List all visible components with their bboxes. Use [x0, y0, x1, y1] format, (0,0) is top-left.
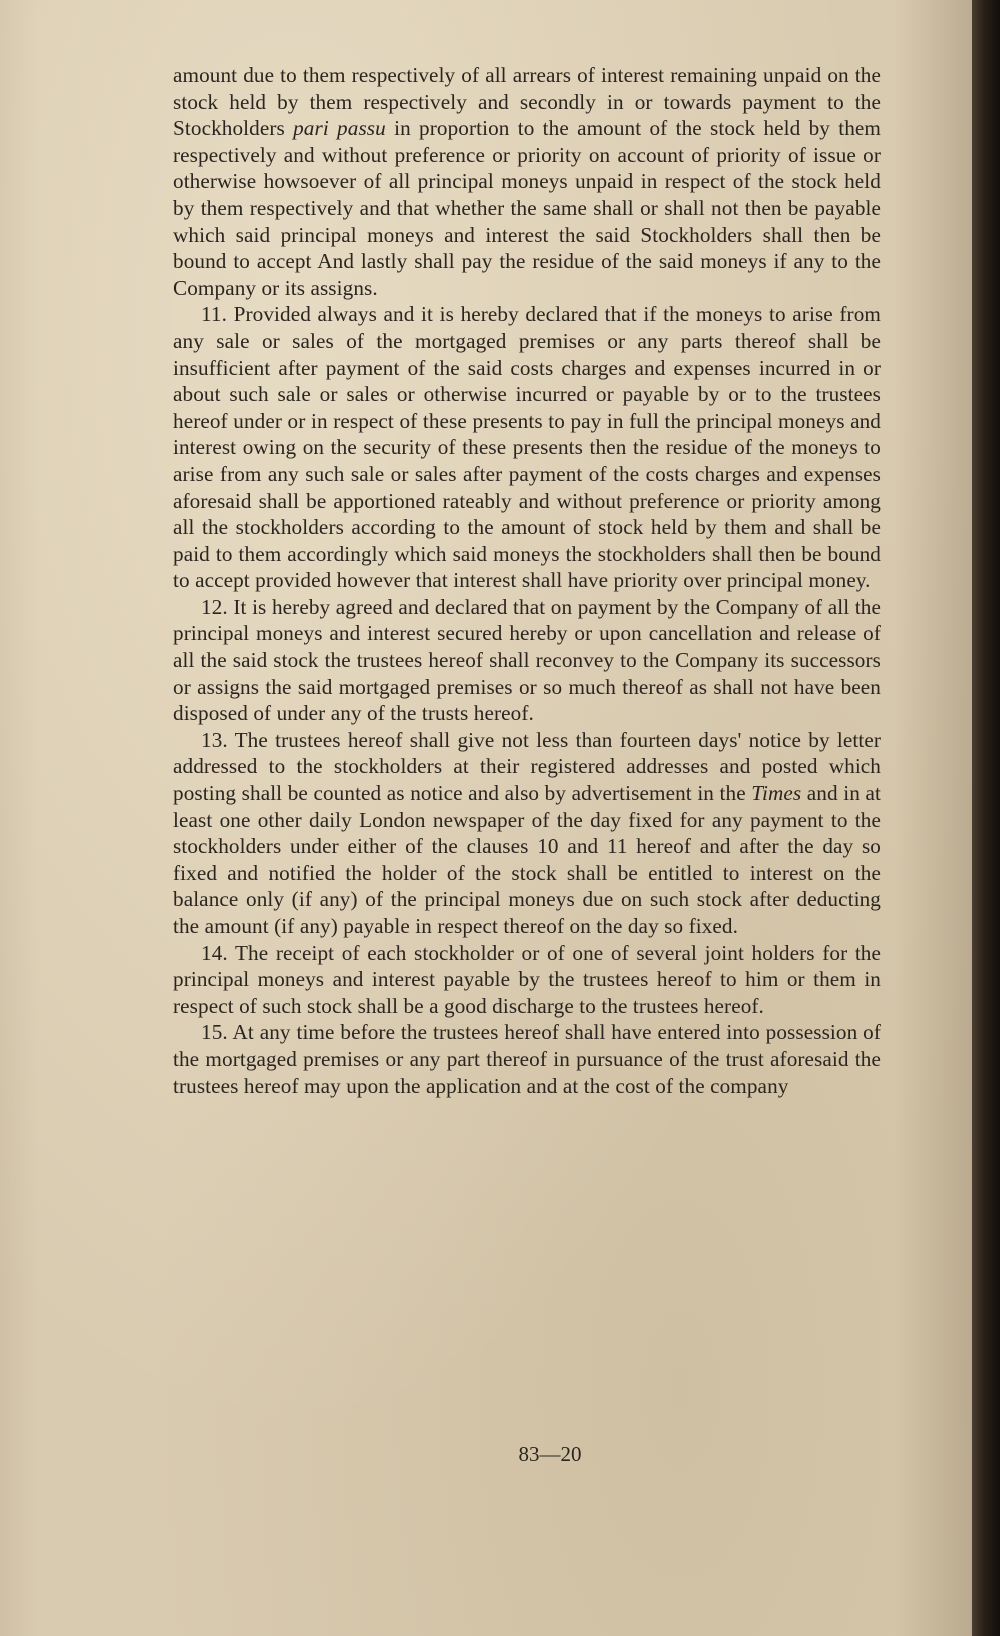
paragraph-clause-15: [173, 1019, 881, 1099]
text-segment: 15. At any time before the trustees hereof shall have entered into possession of the mortgaged premises or any part thereof in pursuance of the trust aforesaid the trustees hereof may upon the application and at the cost of the company: [173, 1020, 881, 1098]
text-segment-italic: pari passu: [293, 116, 386, 141]
text-segment: 11. Provided always and it is hereby declared that if the moneys to arise from any sale or sales of the mortgaged premises or any parts thereof shall be insufficient after payment of the said costs charges and expenses incurred in or about such sale or sales or otherwise incurred or payable by or to the trustees hereof under or in respect of these presents to pay in full the principal moneys and interest owing on the security of these presents then the residue of the moneys to arise from any such sale or sales after payment of the costs charges and expenses aforesaid shall be apportioned rateably and without preference or priority among all the stockholders according to the amount of stock held by them and shall be paid to them accordingly which said moneys the stockholders shall then be bound to accept provided however that interest shall have priority over principal money.: [173, 302, 881, 593]
paragraph-continuation: [173, 62, 881, 301]
text-segment: 12. It is hereby agreed and declared that on payment by the Company of all the principal moneys and interest secured hereby or upon cancellation and release of all the said stock the trustees hereof shall reconvey to the Company its successors or assigns the said mortgaged premises or so much thereof as shall not have been disposed of under any of the trusts hereof.: [173, 594, 881, 726]
page-body-text: [173, 62, 881, 1099]
text-segment: amount due to them respectively of all arrears of interest remaining unpaid on the stock held by them respectively and secondly in or towards payment to the Stockholders: [173, 63, 881, 141]
paragraph-clause-13: [173, 727, 881, 940]
paragraph-clause-12: [173, 594, 881, 727]
text-segment-italic: Times: [751, 781, 802, 806]
paragraph-clause-14: [173, 940, 881, 1020]
text-segment: 14. The receipt of each stockholder or of one of several joint holders for the principal moneys and interest payable by the trustees hereof to him or them in respect of such stock shall be a good discharge to the trustees hereof.: [173, 940, 881, 1018]
book-spine-edge: [972, 0, 1000, 1636]
text-segment: in proportion to the amount of the stock held by them respectively and without preference or priority on account of priority of issue or otherwise howsoever of all principal moneys unpaid in respect of the stock held by them respectively and that whether the same shall or shall not then be payable which said principal moneys and interest the said Stockholders shall then be bound to accept And lastly shall pay the residue of the said moneys if any to the Company or its assigns.: [173, 116, 882, 300]
paragraph-clause-11: [173, 301, 881, 594]
page-number: 83—20: [518, 1442, 582, 1466]
text-segment: 13. The trustees hereof shall give not less than fourteen days' notice by letter addressed to the stockholders at their registered addresses and posted which posting shall be counted as notice and also by advertisement in the: [173, 727, 881, 806]
text-segment: and in at least one other daily London newspaper of the day fixed for any payment to the stockholders under either of the clauses 10 and 11 hereof and after the day so fixed and notified the holder of the stock shall be entitled to interest on the balance only (if any) of the principal moneys due on such stock after deducting the amount (if any) payable in respect thereof on the day so fixed.: [173, 781, 881, 938]
